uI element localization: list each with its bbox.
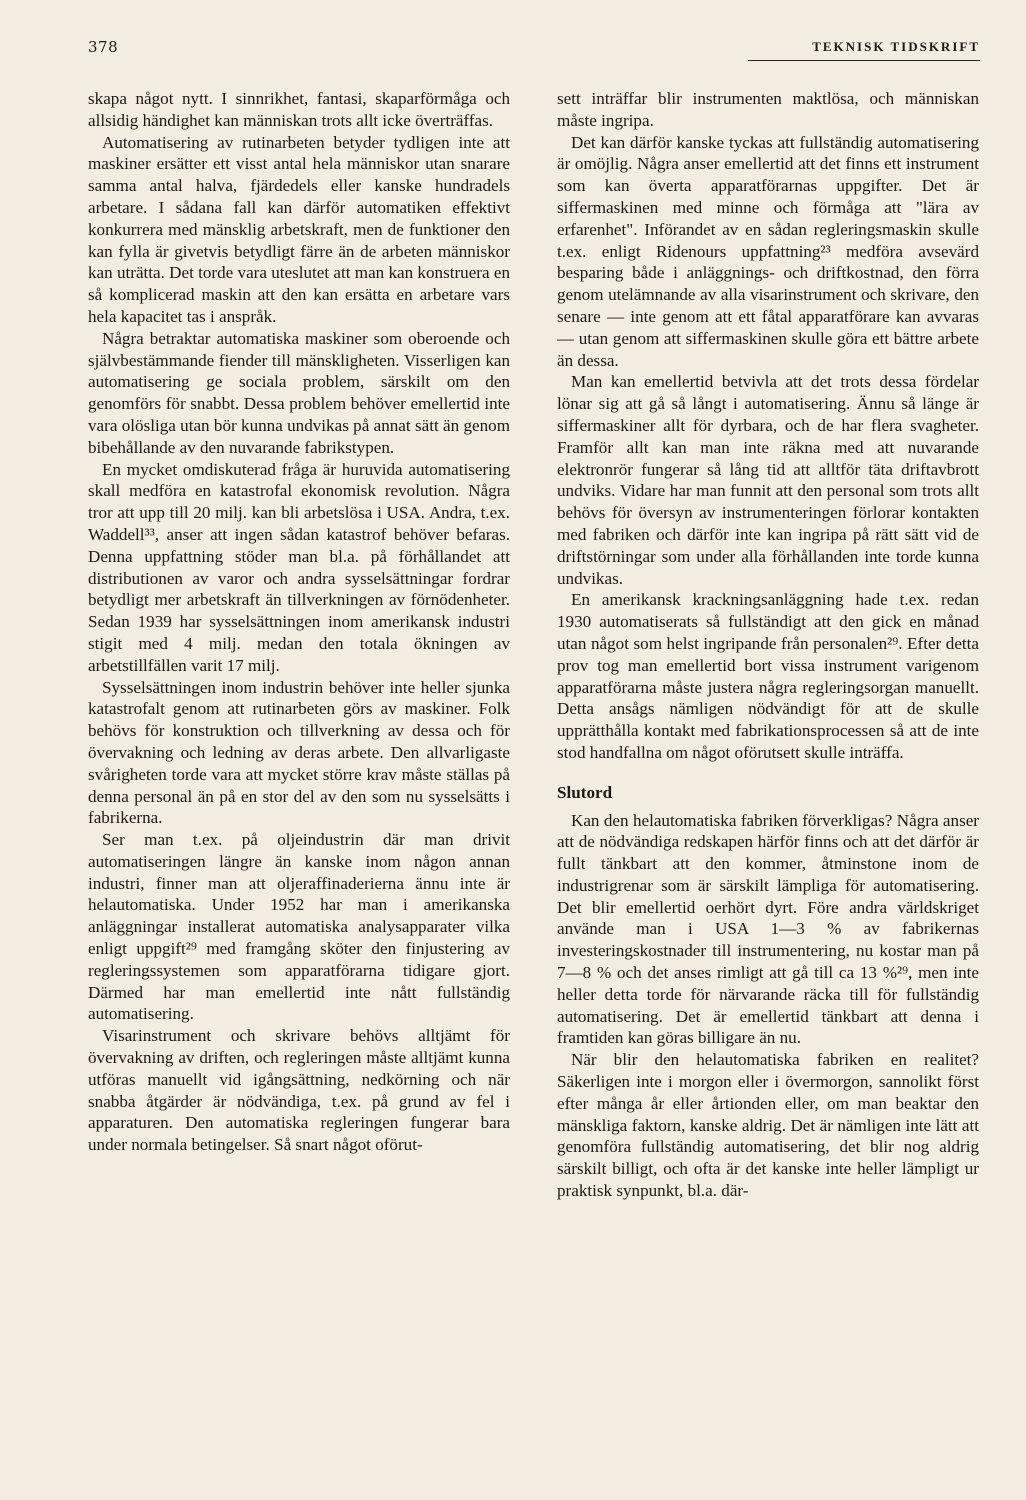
paragraph: En amerikansk krackningsanläggning hade t.ex. redan 1930 automatiserats så fullständigt att den gick en månad utan något som helst ingripande från personalen²⁹. Efter detta prov tog man emellertid bort vissa instrument varigenom apparatförarna måste justera några regleringsorgan manuellt. Detta ansågs nämligen nödvändigt för att de skulle upprätthålla kontakt med fabrikationsprocessen så att de inte stod handfallna om något oförutsett skulle inträffa. (557, 590, 979, 762)
paragraph: Några betraktar automatiska maskiner som oberoende och självbestämmande fiender till mänskligheten. Visserligen kan automatisering ge sociala problem, särskilt om den genomförs för snabbt. Dessa problem behöver emellertid inte vara olösliga utan bör kunna undvikas på annat sätt än genom bibehållande av den nuvarande fabrikstypen. (88, 328, 510, 457)
paragraph: Sysselsättningen inom industrin behöver inte heller sjunka katastrofalt genom att rutinarbeten görs av maskiner. Folk behövs för konstruktion och tillverkning av dessa och för övervakning och ledning av deras arbete. Den allvarligaste svårigheten torde vara att mycket större krav måste ställas på denna personal än på en stor del av den som nu sysselsätts i fabrikerna. (88, 677, 510, 828)
paragraph: Automatisering av rutinarbeten betyder tydligen inte att maskiner ersätter ett visst antal hela människor utan snarare samma antal halva, fjärdedels eller kanske hundradels arbetare. I sådana fall kan därför automatiken effektivt konkurrera med mänsklig arbetskraft, men de funktioner den kan fylla är givetvis betydligt färre än de arbeten människor kan uträtta. Det torde vara uteslutet att man kan konstruera en så komplicerad maskin att den kan ersätta en arbetare vars hela kapacitet tas i anspråk. (88, 132, 510, 326)
journal-title: TEKNISK TIDSKRIFT (812, 39, 980, 54)
paragraph: Kan den helautomatiska fabriken förverkligas? Några anser att de nödvändiga redskapen härför finns och att det därför är fullt tänkbart att den kommer, åtminstone inom de industrigrenar som är särskilt lämpliga för automatisering. Det blir emellertid oerhört dyrt. Före andra världskriget använde man i USA 1—3 % av fabrikernas investeringskostnader till instrumentering, nu kostar man på 7—8 % och det anses rimligt att gå till ca 13 %²⁹, men inte heller detta torde för närvarande räcka till för fullständig automatisering. Det är emellertid tänkbart att denna i framtiden kan göras billigare än nu. (557, 810, 979, 1048)
paragraph: skapa något nytt. I sinnrikhet, fantasi, skaparförmåga och allsidig händighet kan människan trots allt icke överträffas. (88, 89, 510, 130)
paragraph: Man kan emellertid betvivla att det trots dessa fördelar lönar sig att gå så långt i automatisering. Ännu så länge är siffermaskiner allt för dyrbara, och de har flera svagheter. Framför allt kan man inte räkna med att nuvarande elektronrör fungerar så lång tid att alltför täta driftavbrott undviks. Vidare har man funnit att den personal som trots allt behövs för översyn av instrumenteringen förlorar kontakten med fabriken och därför inte kan ingripa på rätt sätt vid de driftstörningar som under alla förhållanden inte torde kunna undvikas. (557, 372, 979, 588)
paragraph: Det kan därför kanske tyckas att fullständig automatisering är omöjlig. Några anser emellertid att det finns ett instrument som kan överta apparatförarnas uppgifter. Det är siffermaskinen med minne och förmåga att "lära av erfarenhet". Införandet av en sådan regleringsmaskin skulle t.ex. enligt Ridenours uppfattning²³ medföra avsevärd besparing både i anläggnings- och driftkostnad, den förra genom utelämnande av alla visarinstrument och skrivare, den senare — inte genom att ett fåtal apparatförare kan avvaras — utan genom att siffermaskinen skulle göra ett bättre arbete än dessa. (557, 132, 979, 370)
paragraph: sett inträffar blir instrumenten maktlösa, och människan måste ingripa. (557, 89, 979, 130)
page-header (88, 38, 980, 62)
paragraph: Ser man t.ex. på oljeindustrin där man drivit automatiseringen längre än kanske inom någon annan industri, finner man att oljeraffinaderierna ännu inte är helautomatiska. Under 1952 har man i amerikanska anläggningar installerat automatiska analysapparater vilka enligt uppgift²⁹ med framgång sköter den finjustering av regleringssystemen som apparatförarna tidigare gjort. Därmed har man emellertid inte nått fullständig automatisering. (88, 830, 510, 1024)
paragraph: En mycket omdiskuterad fråga är huruvida automatisering skall medföra en katastrofal ekonomisk revolution. Några tror att upp till 20 milj. kan bli arbetslösa i USA. Andra, t.ex. Waddell³³, anser att ingen sådan katastrof behöver befaras. Denna uppfattning stöder man bl.a. på förhållandet att distributionen av varor och andra sysselsättningar fordrar betydligt mer arbetskraft än tillverkningen av förnödenheter. Sedan 1939 har sysselsättningen inom amerikansk industri stigit med 4 milj. medan den totala ökningen av arbetstillfällen varit 17 milj. (88, 459, 510, 675)
page-number: 378 (88, 38, 119, 56)
right-column (557, 88, 979, 1408)
section-heading: Slutord (557, 782, 613, 802)
left-column (88, 88, 510, 1408)
paragraph: När blir den helautomatiska fabriken en realitet? Säkerligen inte i morgon eller i övermorgon, sannolikt först efter många år eller årtionden eller, om man beaktar den mänskliga faktorn, kanske aldrig. Det är nämligen inte lätt att genomföra fullständig automatisering, det blir nog aldrig särskilt billigt, och ofta är det kanske inte heller lämpligt ur praktisk synpunkt, bl.a. där- (557, 1050, 979, 1201)
header-rule (748, 60, 980, 61)
paragraph: Visarinstrument och skrivare behövs alltjämt för övervakning av driften, och regleringen måste alltjämt kunna utföras manuellt vid igångsättning, nedkörning och när snabba åtgärder är nödvändiga, t.ex. på grund av fel i apparaturen. Den automatiska regleringen fungerar bara under normala betingelser. Så snart något oförut- (88, 1026, 510, 1155)
